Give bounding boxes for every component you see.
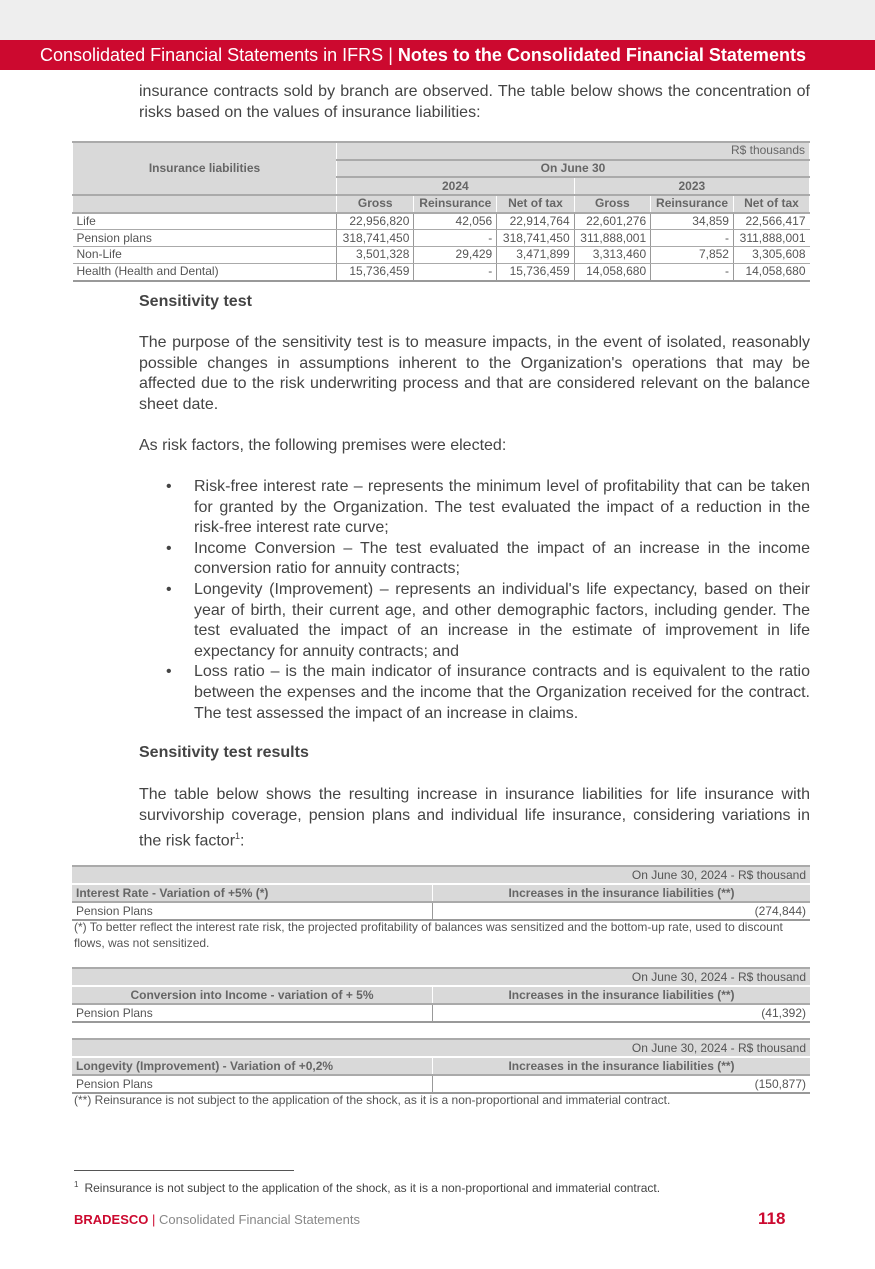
year-header-2024: 2024 <box>337 177 575 195</box>
bullet-icon: • <box>166 580 172 598</box>
table-row <box>73 213 810 230</box>
insurance-liabilities-table <box>72 141 810 282</box>
cell-value: 3,313,460 <box>574 247 651 264</box>
blank-header-cell <box>73 195 337 213</box>
intro-paragraph: insurance contracts sold by branch are observed. The table below shows the concentration of risks based on the values of insurance liabilities: <box>139 83 810 121</box>
row-label: Life <box>73 213 337 230</box>
cell-value: 42,056 <box>414 213 497 230</box>
period-header: On June 30 <box>337 160 810 178</box>
cell-value: 22,914,764 <box>497 213 574 230</box>
footer-doc-title: Consolidated Financial Statements <box>159 1212 360 1227</box>
cell-value: - <box>414 263 497 280</box>
brand-logo-text: BRADESCO <box>74 1212 149 1227</box>
cell-value: 318,741,450 <box>337 230 414 247</box>
row-label: Pension Plans <box>72 1075 433 1093</box>
col-header-reinsurance-2023: Reinsurance <box>651 195 734 213</box>
col-header-gross-2024: Gross <box>337 195 414 213</box>
cell-value: (41,392) <box>433 1004 811 1022</box>
table-row <box>73 247 810 264</box>
table-date-unit: On June 30, 2024 - R$ thousand <box>72 1039 810 1057</box>
results-paragraph <box>139 785 810 852</box>
footnote-divider <box>74 1170 294 1171</box>
header-separator: | <box>388 45 393 65</box>
cell-value: (274,844) <box>433 902 811 920</box>
list-item-text: Income Conversion – The test evaluated the impact of an increase in the income conversion ratio for annuity contracts; <box>194 539 810 578</box>
effect-header: Increases in the insurance liabilities (**) <box>433 884 811 902</box>
top-strip <box>0 0 875 40</box>
col-header-reinsurance-2024: Reinsurance <box>414 195 497 213</box>
cell-value: 15,736,459 <box>337 263 414 280</box>
sensitivity-results-heading: Sensitivity test results <box>139 744 309 761</box>
cell-value: 15,736,459 <box>497 263 574 280</box>
cell-value: 14,058,680 <box>733 263 809 280</box>
risk-factors-list <box>139 477 810 724</box>
cell-value: 22,956,820 <box>337 213 414 230</box>
effect-header: Increases in the insurance liabilities (**) <box>433 986 811 1004</box>
risk-factor-header: Conversion into Income - variation of + 5% <box>72 986 433 1004</box>
list-item-text: Risk-free interest rate – represents the minimum level of profitability that can be taken for granted by the Organization. The test evaluated the impact of a reduction in the risk-free interest rate curve; <box>194 478 810 537</box>
cell-value: 3,305,608 <box>733 247 809 264</box>
table-row <box>73 263 810 280</box>
col-header-net-2023: Net of tax <box>733 195 809 213</box>
list-item <box>139 477 810 539</box>
row-label: Health (Health and Dental) <box>73 263 337 280</box>
longevity-sensitivity-table <box>72 1038 810 1094</box>
footnote-number: 1 <box>74 1180 79 1189</box>
cell-value: 318,741,450 <box>497 230 574 247</box>
bullet-icon: • <box>166 478 172 495</box>
cell-value: 14,058,680 <box>574 263 651 280</box>
risk-factors-intro: As risk factors, the following premises were elected: <box>139 437 507 454</box>
income-conversion-sensitivity-table <box>72 967 810 1023</box>
footnote-ref: 1 <box>235 831 241 842</box>
effect-header: Increases in the insurance liabilities (**) <box>433 1057 811 1075</box>
cell-value: 22,566,417 <box>733 213 809 230</box>
bullet-icon: • <box>166 663 172 681</box>
cell-value: 311,888,001 <box>574 230 651 247</box>
table-date-unit: On June 30, 2024 - R$ thousand <box>72 968 810 986</box>
sensitivity-paragraph: The purpose of the sensitivity test is to measure impacts, in the event of isolated, reasonably possible changes in assumptions inherent to the Organization's operations that may be affected due to the risk underwriting process and that are considered relevant on the balance sheet date. <box>139 334 810 413</box>
header-title-section: Notes to the Consolidated Financial Statements <box>397 45 806 65</box>
reinsurance-note: (**) Reinsurance is not subject to the application of the shock, as it is a non-proportional and immaterial contract. <box>74 1093 671 1107</box>
list-item <box>139 662 810 724</box>
page-footer <box>74 1212 360 1227</box>
footnote <box>74 1180 660 1195</box>
cell-value: - <box>651 263 734 280</box>
table-row <box>72 1075 810 1093</box>
table-date-unit: On June 30, 2024 - R$ thousand <box>72 866 810 884</box>
footer-separator: | <box>152 1212 156 1227</box>
cell-value: 7,852 <box>651 247 734 264</box>
interest-rate-note: (*) To better reflect the interest rate risk, the projected profitability of balances was sensitized and the bottom-up rate, used to discount flows, was not sensitized. <box>74 920 783 950</box>
row-label: Pension Plans <box>72 1004 433 1022</box>
cell-value: (150,877) <box>433 1075 811 1093</box>
list-item <box>139 580 810 662</box>
cell-value: 34,859 <box>651 213 734 230</box>
risk-factor-header: Interest Rate - Variation of +5% (*) <box>72 884 433 902</box>
interest-rate-sensitivity-table <box>72 865 810 921</box>
page-number: 118 <box>758 1209 786 1228</box>
col-header-gross-2023: Gross <box>574 195 651 213</box>
year-header-2023: 2023 <box>574 177 809 195</box>
col-header-net-2024: Net of tax <box>497 195 574 213</box>
cell-value: 3,501,328 <box>337 247 414 264</box>
bullet-icon: • <box>166 539 172 557</box>
list-item-text: Longevity (Improvement) – represents an individual's life expectancy, based on their year of birth, their current age, and other demographic factors, including gender. The test evaluated the impact of an increase in the estimate of improvement in life expectancy for annuity contracts; and <box>194 580 810 660</box>
list-item-text: Loss ratio – is the main indicator of insurance contracts and is equivalent to the ratio between the expenses and the income that the Organization received for the contract. The test assessed the impact of an increase in claims. <box>194 663 810 722</box>
unit-label: R$ thousands <box>337 142 810 160</box>
list-item <box>139 539 810 580</box>
risk-factor-header: Longevity (Improvement) - Variation of +0,2% <box>72 1057 433 1075</box>
page-header-banner <box>0 40 875 70</box>
table-row <box>72 1004 810 1022</box>
table-row <box>73 230 810 247</box>
row-label: Pension plans <box>73 230 337 247</box>
header-title-main: Consolidated Financial Statements in IFRS <box>40 45 384 65</box>
cell-value: - <box>651 230 734 247</box>
cell-value: 29,429 <box>414 247 497 264</box>
row-label: Non-Life <box>73 247 337 264</box>
cell-value: 311,888,001 <box>733 230 809 247</box>
cell-value: 3,471,899 <box>497 247 574 264</box>
sensitivity-test-heading: Sensitivity test <box>139 293 252 310</box>
footnote-text: Reinsurance is not subject to the application of the shock, as it is a non-proportional and immaterial contract. <box>84 1181 661 1195</box>
row-label: Pension Plans <box>72 902 433 920</box>
table-row <box>72 902 810 920</box>
cell-value: - <box>414 230 497 247</box>
results-paragraph-end: : <box>240 832 245 850</box>
row-header-cell: Insurance liabilities <box>73 142 337 195</box>
cell-value: 22,601,276 <box>574 213 651 230</box>
results-paragraph-text: The table below shows the resulting increase in insurance liabilities for life insurance with survivorship coverage, pension plans and individual life insurance, considering variations in the risk factor <box>139 786 810 850</box>
